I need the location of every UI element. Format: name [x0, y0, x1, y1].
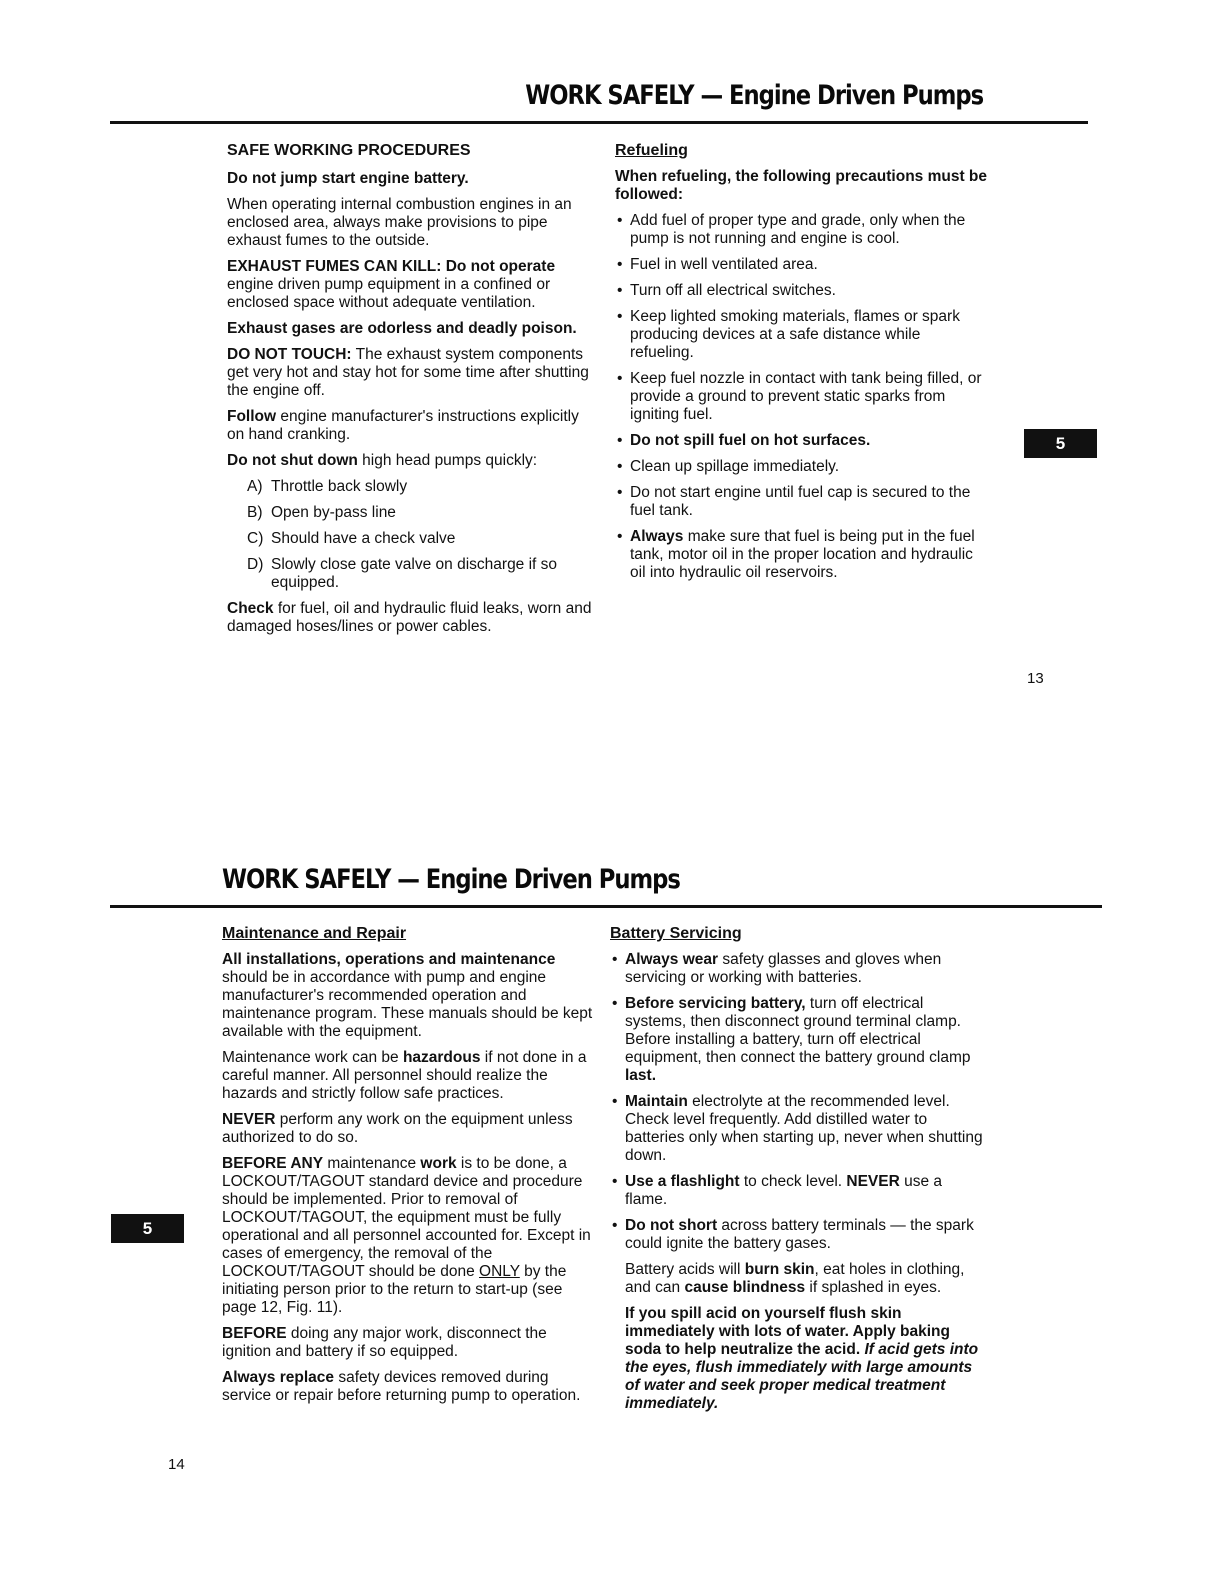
text: engine manufacturer's instructions explicitly on hand cranking.	[227, 408, 579, 443]
list-item	[610, 995, 984, 1085]
battery-precautions-list	[610, 951, 984, 1253]
list-letter: C)	[247, 530, 264, 547]
bold-text: BEFORE	[222, 1325, 287, 1342]
safe-working-procedures-column	[227, 142, 599, 644]
bold-text: Do not shut down	[227, 452, 358, 469]
list-item: • Do not start engine until fuel cap is secured to the fuel tank.	[615, 484, 987, 520]
list-letter: A)	[247, 478, 263, 495]
list-item	[610, 1093, 984, 1165]
section-tab: 5	[1024, 429, 1097, 458]
text: safety glasses and gloves when servicing or working with batteries.	[625, 951, 942, 986]
paragraph: When operating internal combustion engines in an enclosed area, always make provisions to pipe exhaust fumes to the outside.	[227, 196, 572, 249]
section-tab: 5	[111, 1214, 184, 1243]
page-number: 13	[1027, 670, 1044, 687]
bold-text: Before servicing battery,	[625, 995, 806, 1012]
text: electrolyte at the recommended level. Check level frequently. Add distilled water to batteries only when starting up, never when shutting down.	[625, 1093, 983, 1164]
refueling-column	[615, 142, 987, 590]
text: engine driven pump equipment in a confined or enclosed space without adequate ventilation.	[227, 276, 551, 311]
list-item: • Keep lighted smoking materials, flames or spark producing devices at a safe distance while refueling.	[615, 308, 987, 362]
paragraph	[227, 408, 599, 444]
bold-text: Always	[630, 528, 684, 545]
bold-text: NEVER	[846, 1173, 900, 1190]
paragraph	[227, 170, 599, 188]
list-letter: B)	[247, 504, 263, 521]
bold-text: work	[420, 1155, 457, 1172]
battery-servicing-column	[610, 925, 984, 1421]
list-text: Should have a check valve	[271, 530, 456, 547]
bold-text: Do not spill fuel on hot surfaces.	[630, 432, 871, 449]
bold-text: NEVER	[222, 1111, 276, 1128]
paragraph	[222, 1049, 594, 1103]
text: doing any major work, disconnect the ignition and battery if so equipped.	[222, 1325, 547, 1360]
list-text: Slowly close gate valve on discharge if so equipped.	[271, 556, 558, 591]
bold-text: Do not short	[625, 1217, 718, 1234]
list-item: • Fuel in well ventilated area.	[615, 256, 987, 274]
text: by the initiating person prior to the return to start-up (see page 12, Fig. 11).	[222, 1263, 567, 1316]
bold-text: burn skin	[744, 1261, 815, 1278]
text: across battery terminals — the spark could ignite the battery gases.	[625, 1217, 974, 1252]
bold-text: EXHAUST FUMES CAN KILL: Do not operate	[227, 258, 556, 275]
warning-paragraph	[610, 1305, 984, 1413]
maintenance-column	[222, 925, 594, 1413]
list-text: Open by-pass line	[271, 504, 396, 521]
list-item	[610, 1173, 984, 1209]
shutdown-steps-list	[227, 478, 599, 592]
title-rule	[110, 121, 1088, 124]
bold-text: Exhaust gases are odorless and deadly poison.	[227, 320, 577, 337]
text: , eat holes in clothing, and can	[625, 1261, 965, 1296]
paragraph	[222, 951, 594, 1041]
list-item: • Add fuel of proper type and grade, only when the pump is not running and engine is cool.	[615, 212, 987, 248]
text: perform any work on the equipment unless authorized to do so.	[222, 1111, 573, 1146]
list-item	[227, 504, 599, 522]
paragraph	[227, 346, 599, 400]
bold-text: Always replace	[222, 1369, 335, 1386]
page-title: WORK SAFELY — Engine Driven Pumps	[525, 80, 983, 111]
text: The exhaust system components get very hot and stay hot for some time after shutting the engine off.	[227, 346, 589, 399]
section-heading: Maintenance and Repair	[222, 925, 407, 942]
paragraph	[222, 1111, 594, 1147]
bold-text: All installations, operations and maintenance	[222, 951, 556, 968]
bold-text: last.	[625, 1067, 657, 1084]
text: is to be done, a LOCKOUT/TAGOUT standard device and procedure should be implemented. Prior to removal of LOCKOUT/TAGOUT, the equipment must be fully operational and all personnel accounted for. Except in cases of emergency, the removal of the LOCKOUT/TAGOUT should be done	[222, 1155, 591, 1280]
list-item	[610, 1217, 984, 1253]
text: high head pumps quickly:	[357, 452, 538, 469]
bold-text: When refueling, the following precautions must be followed:	[615, 168, 988, 203]
list-item: • Clean up spillage immediately.	[615, 458, 987, 476]
text: use a flame.	[625, 1173, 943, 1208]
bold-italic-text: If acid gets into the eyes, flush immediately with large amounts of water and seek proper medical treatment immediately.	[625, 1341, 979, 1412]
title-rule	[110, 905, 1102, 908]
bold-text: hazardous	[402, 1049, 481, 1066]
text: if splashed in eyes.	[805, 1279, 942, 1296]
text: if not done in a careful manner. All personnel should realize the hazards and strictly follow safe practices.	[222, 1049, 587, 1102]
paragraph	[227, 452, 599, 470]
list-text: Throttle back slowly	[271, 478, 408, 495]
bold-text: Always wear	[625, 951, 719, 968]
section-heading: SAFE WORKING PROCEDURES	[227, 142, 471, 159]
text: should be in accordance with pump and engine manufacturer's recommended operation and maintenance program. These manuals should be kept available with the equipment.	[222, 969, 593, 1040]
paragraph	[615, 168, 987, 204]
paragraph	[222, 1325, 594, 1361]
list-item	[227, 478, 599, 496]
paragraph	[227, 320, 599, 338]
list-item: • Turn off all electrical switches.	[615, 282, 987, 300]
bold-text: DO NOT TOUCH:	[227, 346, 352, 363]
list-item	[227, 530, 599, 548]
text: make sure that fuel is being put in the fuel tank, motor oil in the proper location and hydraulic oil into hydraulic oil reservoirs.	[630, 528, 975, 581]
page-title: WORK SAFELY — Engine Driven Pumps	[222, 864, 680, 895]
refueling-precautions-list	[615, 212, 987, 582]
paragraph	[222, 1369, 594, 1405]
bold-text: Follow	[227, 408, 277, 425]
text: Maintenance work can be	[222, 1049, 403, 1066]
bold-text: BEFORE ANY	[222, 1155, 324, 1172]
list-item	[610, 951, 984, 987]
text: turn off electrical systems, then disconnect ground terminal clamp. Before installing a battery, turn off electrical equipment, then connect the battery ground clamp	[625, 995, 971, 1066]
list-item	[615, 432, 987, 450]
bold-text: Maintain	[625, 1093, 688, 1110]
section-heading: Refueling	[615, 142, 688, 159]
list-item	[615, 528, 987, 582]
paragraph	[222, 1155, 594, 1317]
text: to check level.	[739, 1173, 847, 1190]
paragraph	[227, 600, 599, 636]
page-number: 14	[168, 1456, 185, 1473]
bold-text: If you spill acid on yourself flush skin immediately with lots of water. Apply baking soda to help neutralize the acid.	[625, 1305, 950, 1358]
text: Battery acids will	[625, 1261, 745, 1278]
underlined-text: ONLY	[479, 1263, 520, 1280]
paragraph	[610, 1261, 984, 1297]
list-letter: D)	[247, 556, 264, 573]
bold-text: Use a flashlight	[625, 1173, 740, 1190]
paragraph	[227, 258, 599, 312]
text: maintenance	[323, 1155, 421, 1172]
bold-text: cause blindness	[684, 1279, 806, 1296]
bold-text: Check	[227, 600, 274, 617]
list-item: • Keep fuel nozzle in contact with tank being filled, or provide a ground to prevent static sparks from igniting fuel.	[615, 370, 987, 424]
text: safety devices removed during service or repair before returning pump to operation.	[222, 1369, 581, 1404]
list-item	[227, 556, 599, 592]
section-heading: Battery Servicing	[610, 925, 742, 942]
bold-text: Do not jump start engine battery.	[227, 170, 469, 187]
text: for fuel, oil and hydraulic fluid leaks, worn and damaged hoses/lines or power cables.	[227, 600, 592, 635]
